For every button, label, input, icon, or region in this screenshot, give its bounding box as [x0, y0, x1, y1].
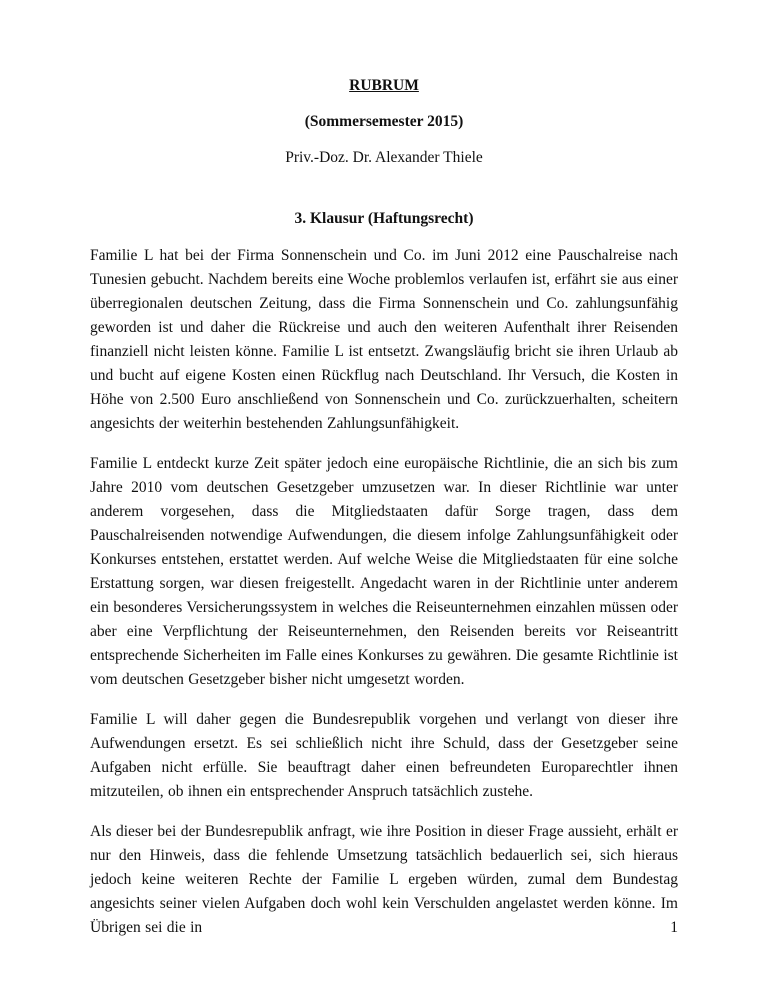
document-author: Priv.-Doz. Dr. Alexander Thiele	[285, 149, 483, 166]
document-title: RUBRUM	[349, 77, 419, 94]
body-paragraph-4: Als dieser bei der Bundesrepublik anfragt, wie ihre Position in dieser Frage aussieht, erhält er nur den Hinweis, dass die fehlende Umsetzung tatsächlich bedauerlich sei, sich hieraus jedoch keine weiteren Rechte der Familie L ergeben würden, zumal dem Bundestag angesichts seiner vielen Aufgaben doch wohl kein Verschulden angelastet werden könne. Im Übrigen sei die in	[90, 823, 678, 936]
body-paragraph-2: Familie L entdeckt kurze Zeit später jedoch eine europäische Richtlinie, die an sich bis zum Jahre 2010 vom deutschen Gesetzgeber umzusetzen war. In dieser Richtlinie war unter anderem vorgesehen, dass die Mitgliedstaaten dafür Sorge tragen, dass dem Pauschalreisenden notwendige Aufwendungen, die diesem infolge Zahlungsunfähigkeit oder Konkurses entstehen, erstattet werden. Auf welche Weise die Mitgliedstaaten für eine solche Erstattung sorgen, war diesen freigestellt. Angedacht waren in der Richtlinie unter anderem ein besonderes Versicherungssystem in welches die Reiseunternehmen einzahlen müssen oder aber eine Verpflichtung der Reiseunternehmen, den Reisenden bereits vor Reiseantritt entsprechende Sicherheiten im Falle eines Konkurses zu gewähren. Die gesamte Richtlinie ist vom deutschen Gesetzgeber bisher nicht umgesetzt worden.	[90, 455, 678, 688]
body-paragraph-3: Familie L will daher gegen die Bundesrepublik vorgehen und verlangt von dieser ihre Aufwendungen ersetzt. Es sei schließlich nicht ihre Schuld, dass der Gesetzgeber seine Aufgaben nicht erfülle. Sie beauftragt daher einen befreundeten Europarechtler ihnen mitzuteilen, ob ihnen ein entsprechender Anspruch tatsächlich zustehe.	[90, 711, 678, 800]
body-paragraph-1: Familie L hat bei der Firma Sonnenschein und Co. im Juni 2012 eine Pauschalreise nach Tunesien gebucht. Nachdem bereits eine Woche problemlos verlaufen ist, erfährt sie aus einer überregionalen deutschen Zeitung, dass die Firma Sonnenschein und Co. zahlungsunfähig geworden ist und daher die Rückreise und auch den weiteren Aufenthalt ihrer Reisenden finanziell nicht leisten könne. Familie L ist entsetzt. Zwangsläufig bricht sie ihren Urlaub ab und bucht auf eigene Kosten einen Rückflug nach Deutschland. Ihr Versuch, die Kosten in Höhe von 2.500 Euro anschließend von Sonnenschein und Co. zurückzuerhalten, scheitern angesichts der weiterhin bestehenden Zahlungsunfähigkeit.	[90, 247, 678, 432]
page-number: 1	[670, 919, 678, 936]
section-heading: 3. Klausur (Haftungsrecht)	[294, 210, 474, 227]
document-subtitle: (Sommersemester 2015)	[304, 113, 464, 130]
